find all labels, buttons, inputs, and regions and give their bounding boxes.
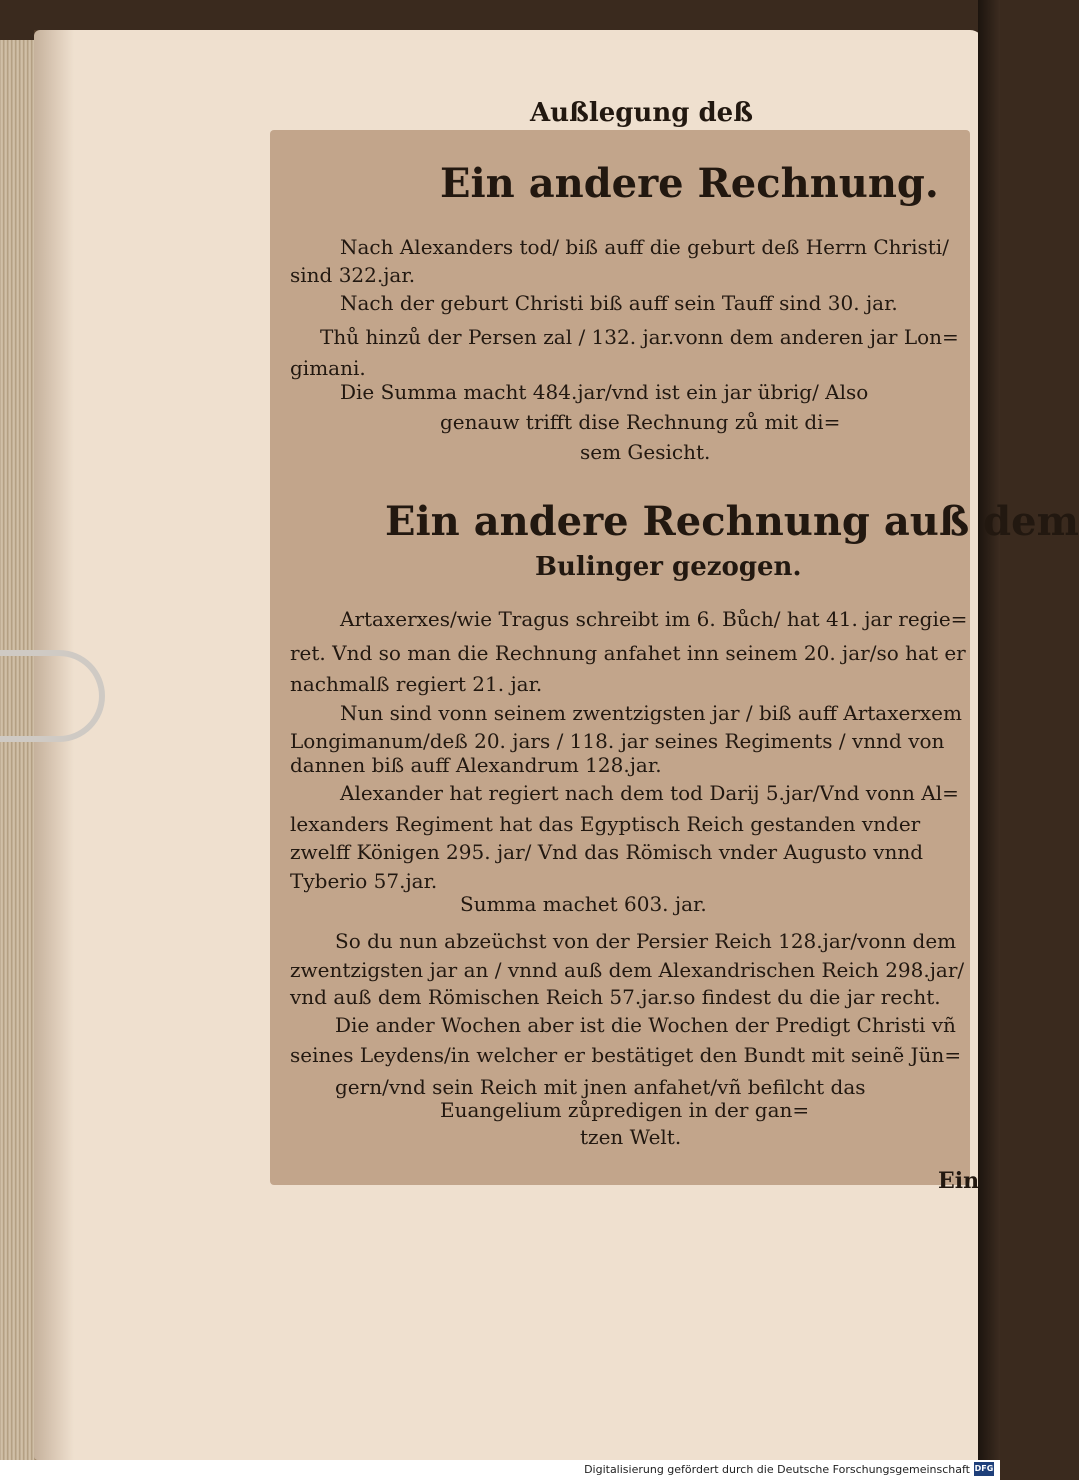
section1-heading: Ein andere Rechnung.: [440, 160, 939, 207]
section2-line: tzen Welt.: [580, 1125, 682, 1149]
section2-line: dannen biß auff Alexandrum 128.jar.: [290, 753, 662, 777]
section2-line: Tyberio 57.jar.: [290, 869, 438, 893]
section1-line: gimani.: [290, 356, 366, 380]
section2-line: So du nun abzeüchst von der Persier Reich 128.jar/vonn dem: [335, 929, 957, 953]
section2-line: nachmalß regiert 21. jar.: [290, 672, 543, 696]
section2-line: ret. Vnd so man die Rechnung anfahet inn seinem 20. jar/so hat er: [290, 641, 966, 665]
section2-line: Artaxerxes/wie Tragus schreibt im 6. Bůch/ hat 41. jar regie=: [340, 607, 968, 631]
section2-line: Summa machet 603. jar.: [460, 892, 707, 916]
dfg-logo: DFG: [974, 1462, 994, 1476]
page-clip: [0, 650, 105, 742]
section2-line: vnd auß dem Römischen Reich 57.jar.so findest du die jar recht.: [290, 985, 941, 1009]
section2-line: Die ander Wochen aber ist die Wochen der Predigt Christi vñ: [335, 1013, 956, 1037]
section2-line: gern/vnd sein Reich mit jnen anfahet/vñ befilcht das: [335, 1075, 866, 1099]
page-gutter-shadow: [34, 30, 74, 1460]
section1-line: genauw trifft dise Rechnung zů mit di=: [440, 410, 841, 434]
section2-line: Euangelium zůpredigen in der gan=: [440, 1098, 810, 1122]
book-edge-right: [978, 0, 1000, 1460]
section1-line: Nach Alexanders tod/ biß auff die geburt deß Herrn Christi/: [340, 235, 949, 259]
footer-credit: Digitalisierung gefördert durch die Deutsche Forschungsgemeinschaft: [584, 1463, 970, 1476]
section2-heading: Ein andere Rechnung auß dem: [385, 498, 1079, 545]
section2-line: Nun sind vonn seinem zwentzigsten jar / biß auff Artaxerxem: [340, 701, 962, 725]
section2-line: zwelff Königen 295. jar/ Vnd das Römisch vnder Augusto vnnd: [290, 840, 924, 864]
section2-subheading: Bulinger gezogen.: [535, 552, 802, 582]
section2-line: lexanders Regiment hat das Egyptisch Reich gestanden vnder: [290, 812, 921, 836]
section2-line: Alexander hat regiert nach dem tod Darij 5.jar/Vnd vonn Al=: [340, 781, 959, 805]
section1-line: Thů hinzů der Persen zal / 132. jar.vonn dem anderen jar Lon=: [320, 325, 959, 349]
section1-line: sem Gesicht.: [580, 440, 711, 464]
section1-line: sind 322.jar.: [290, 263, 416, 287]
section1-line: Nach der geburt Christi biß auff sein Tauff sind 30. jar.: [340, 291, 898, 315]
section2-line: zwentzigsten jar an / vnnd auß dem Alexandrischen Reich 298.jar/: [290, 958, 965, 982]
section2-line: seines Leydens/in welcher er bestätiget den Bundt mit seinẽ Jün=: [290, 1043, 962, 1067]
section2-line: Longimanum/deß 20. jars / 118. jar seines Regiments / vnnd von: [290, 729, 945, 753]
catchword: Ein: [938, 1168, 980, 1194]
section1-line: Die Summa macht 484.jar/vnd ist ein jar übrig/ Also: [340, 380, 869, 404]
running-head: Außlegung deß: [530, 98, 753, 128]
